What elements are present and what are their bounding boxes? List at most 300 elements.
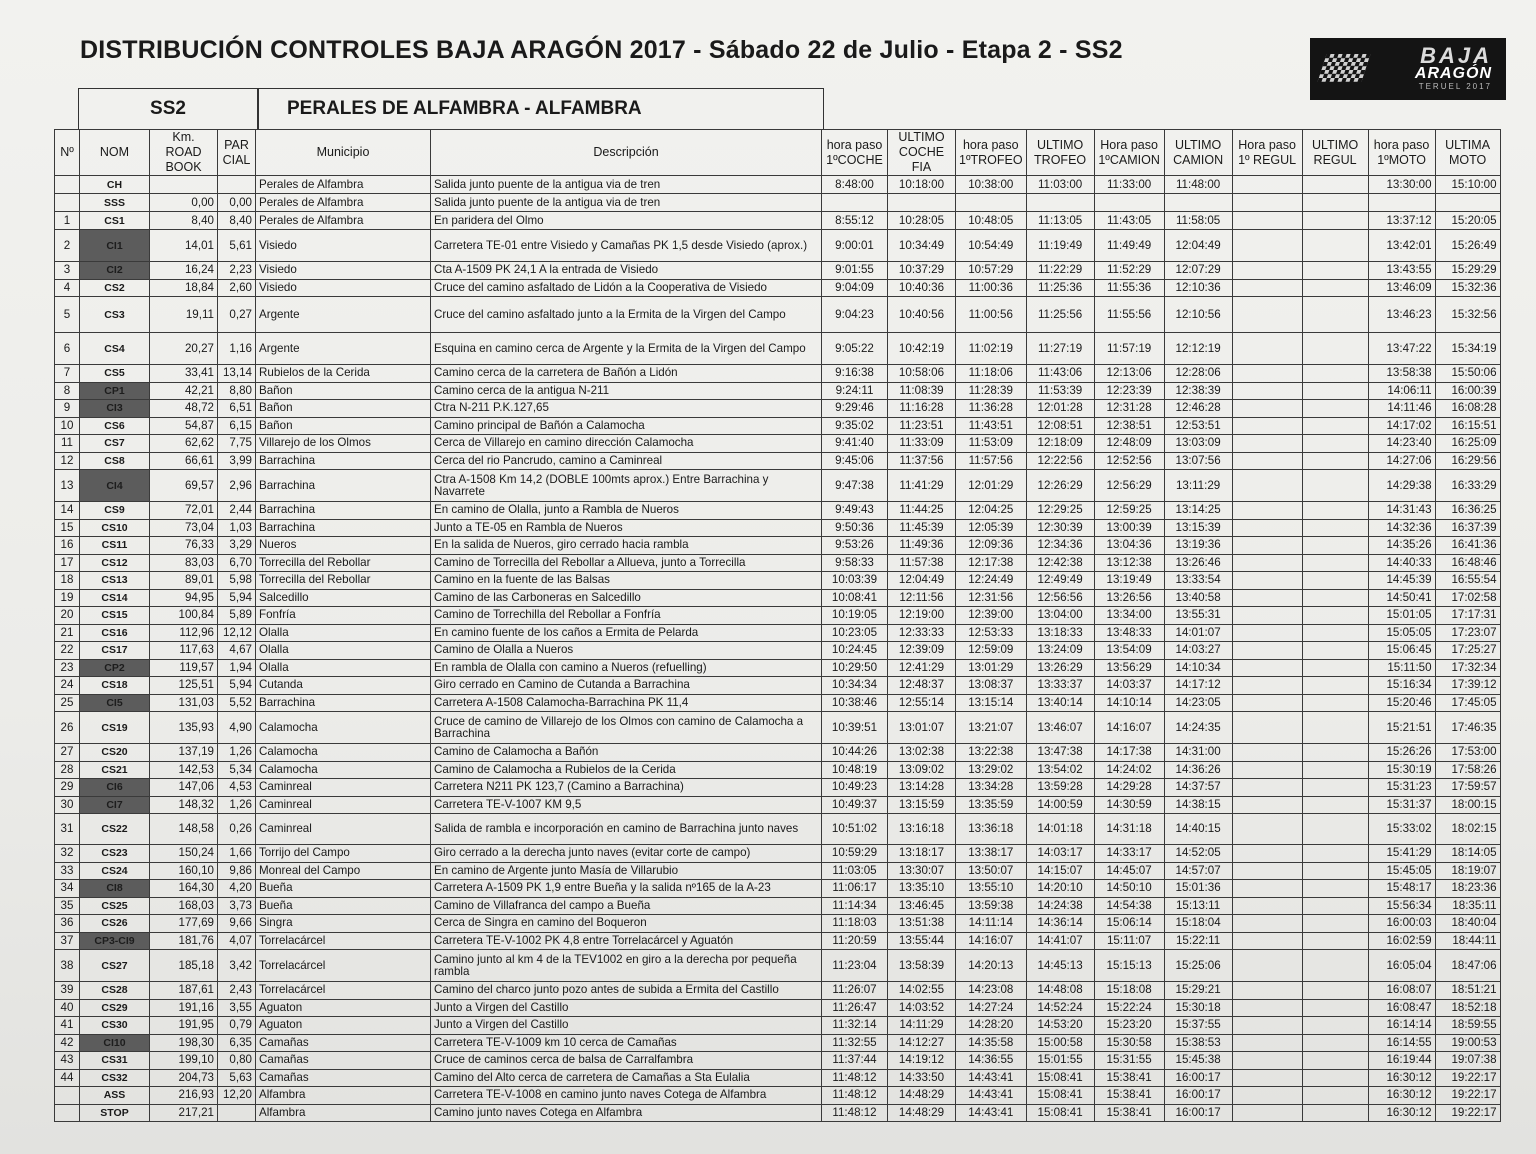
cell-time: 11:32:14 — [822, 1017, 888, 1035]
table-row — [55, 1104, 1501, 1122]
cell-parcial: 1,16 — [218, 333, 256, 365]
cell-time: 11:57:19 — [1094, 333, 1164, 365]
cell-descripcion: Camino junto al km 4 de la TEV1002 en giro a la derecha por pequeña rambla — [431, 950, 822, 982]
table-row — [55, 452, 1501, 470]
cell-time: 15:08:41 — [1026, 1087, 1094, 1105]
cell-descripcion: Camino cerca de la antigua N-211 — [431, 382, 822, 400]
cell-km-roadbook: 73,04 — [150, 519, 218, 537]
cell-parcial: 0,27 — [218, 297, 256, 333]
cell-time: 13:14:28 — [888, 779, 956, 797]
cell-time — [1232, 1034, 1302, 1052]
cell-parcial: 6,15 — [218, 417, 256, 435]
cell-descripcion: Camino de Calamocha a Bañón — [431, 744, 822, 762]
cell-time: 11:25:56 — [1026, 297, 1094, 333]
cell-descripcion: Carretera N211 PK 123,7 (Camino a Barrachina) — [431, 779, 822, 797]
cell-time: 16:14:14 — [1368, 1017, 1435, 1035]
cell-time: 11:55:36 — [1094, 279, 1164, 297]
table-row — [55, 519, 1501, 537]
cell-time: 15:10:00 — [1435, 176, 1500, 194]
cell-time: 11:14:34 — [822, 897, 888, 915]
cell-time: 14:27:06 — [1368, 452, 1435, 470]
cell-descripcion: Camino de Torrecilla del Rebollar a Allueva, junto a Torrecilla — [431, 554, 822, 572]
cell-descripcion: Camino del Alto cerca de carretera de Camañas a Sta Eulalia — [431, 1069, 822, 1087]
cell-time: 13:29:02 — [956, 761, 1027, 779]
cell-number: 19 — [55, 589, 80, 607]
cell-time: 12:22:56 — [1026, 452, 1094, 470]
cell-time: 11:43:51 — [956, 417, 1027, 435]
cell-time: 11:52:29 — [1094, 262, 1164, 280]
cell-time — [1232, 212, 1302, 230]
table-header-row — [55, 130, 1501, 176]
cell-time — [1232, 880, 1302, 898]
cell-municipio: Camañas — [256, 1069, 431, 1087]
cell-parcial: 13,14 — [218, 365, 256, 383]
cell-km-roadbook: 48,72 — [150, 400, 218, 418]
cell-number: 30 — [55, 796, 80, 814]
cell-municipio: Perales de Alfambra — [256, 212, 431, 230]
cell-km-roadbook: 204,73 — [150, 1069, 218, 1087]
cell-control-code: CS7 — [80, 435, 150, 453]
cell-time: 14:54:38 — [1094, 897, 1164, 915]
cell-time: 18:35:11 — [1435, 897, 1500, 915]
cell-time: 14:36:26 — [1164, 761, 1232, 779]
cell-time: 14:41:07 — [1026, 932, 1094, 950]
page-title: DISTRIBUCIÓN CONTROLES BAJA ARAGÓN 2017 - Sábado 22 de Julio - Etapa 2 - SS2 — [80, 36, 1123, 64]
cell-descripcion: Camino cerca de la carretera de Bañón a Lidón — [431, 365, 822, 383]
cell-time: 11:28:39 — [956, 382, 1027, 400]
cell-km-roadbook: 20,27 — [150, 333, 218, 365]
cell-time: 12:12:19 — [1164, 333, 1232, 365]
cell-time: 11:49:49 — [1094, 230, 1164, 262]
cell-time — [1232, 572, 1302, 590]
cell-parcial: 5,94 — [218, 677, 256, 695]
cell-time: 19:22:17 — [1435, 1104, 1500, 1122]
cell-descripcion: Carretera TE-V-1007 KM 9,5 — [431, 796, 822, 814]
col-nom: NOM — [80, 130, 150, 176]
cell-time: 14:52:24 — [1026, 999, 1094, 1017]
cell-time: 12:17:38 — [956, 554, 1027, 572]
cell-time: 13:00:39 — [1094, 519, 1164, 537]
cell-descripcion: Carretera TE-01 entre Visiedo y Camañas PK 1,5 desde Visiedo (aprox.) — [431, 230, 822, 262]
cell-km-roadbook: 199,10 — [150, 1052, 218, 1070]
cell-time: 13:42:01 — [1368, 230, 1435, 262]
cell-time: 9:49:43 — [822, 502, 888, 520]
cell-parcial: 4,53 — [218, 779, 256, 797]
cell-km-roadbook: 54,87 — [150, 417, 218, 435]
cell-time: 13:15:59 — [888, 796, 956, 814]
cell-number: 34 — [55, 880, 80, 898]
cell-municipio: Torrecilla del Rebollar — [256, 572, 431, 590]
cell-descripcion: Ctra A-1508 Km 14,2 (DOBLE 100mts aprox.) Entre Barrachina y Navarrete — [431, 470, 822, 502]
cell-time: 14:16:07 — [1094, 712, 1164, 744]
cell-time: 12:24:49 — [956, 572, 1027, 590]
cell-time: 10:23:05 — [822, 624, 888, 642]
cell-time: 17:32:34 — [1435, 659, 1500, 677]
cell-number: 20 — [55, 607, 80, 625]
cell-km-roadbook: 76,33 — [150, 537, 218, 555]
cell-time: 11:03:00 — [1026, 176, 1094, 194]
cell-time: 15:18:04 — [1164, 915, 1232, 933]
cell-time: 13:26:46 — [1164, 554, 1232, 572]
cell-time: 14:17:02 — [1368, 417, 1435, 435]
cell-time — [1302, 297, 1368, 333]
table-row — [55, 694, 1501, 712]
cell-km-roadbook: 100,84 — [150, 607, 218, 625]
cell-km-roadbook: 150,24 — [150, 845, 218, 863]
cell-time: 13:16:18 — [888, 814, 956, 845]
cell-number: 5 — [55, 297, 80, 333]
cell-number: 32 — [55, 845, 80, 863]
cell-time: 14:33:50 — [888, 1069, 956, 1087]
table-row — [55, 932, 1501, 950]
cell-number: 9 — [55, 400, 80, 418]
cell-number: 40 — [55, 999, 80, 1017]
cell-time — [1232, 744, 1302, 762]
cell-time — [1302, 382, 1368, 400]
cell-control-code: CS1 — [80, 212, 150, 230]
cell-time — [1232, 845, 1302, 863]
cell-time — [1368, 194, 1435, 212]
cell-descripcion: Salida junto puente de la antigua via de tren — [431, 176, 822, 194]
cell-number: 15 — [55, 519, 80, 537]
cell-time: 16:00:17 — [1164, 1104, 1232, 1122]
cell-number: 36 — [55, 915, 80, 933]
cell-time: 13:11:29 — [1164, 470, 1232, 502]
cell-time: 13:04:36 — [1094, 537, 1164, 555]
cell-time: 11:57:38 — [888, 554, 956, 572]
cell-control-code: CS14 — [80, 589, 150, 607]
cell-parcial: 9,66 — [218, 915, 256, 933]
cell-time: 12:42:38 — [1026, 554, 1094, 572]
cell-time: 11:23:51 — [888, 417, 956, 435]
cell-time: 9:16:38 — [822, 365, 888, 383]
cell-time: 11:53:39 — [1026, 382, 1094, 400]
col-t6: ULTIMO CAMION — [1164, 130, 1232, 176]
cell-descripcion: Carretera TE-V-1002 PK 4,8 entre Torrelacárcel y Aguatón — [431, 932, 822, 950]
cell-time: 12:11:56 — [888, 589, 956, 607]
cell-municipio: Visiedo — [256, 262, 431, 280]
cell-km-roadbook: 16,24 — [150, 262, 218, 280]
cell-parcial: 4,20 — [218, 880, 256, 898]
cell-parcial: 0,00 — [218, 194, 256, 212]
table-row — [55, 744, 1501, 762]
cell-time — [1302, 230, 1368, 262]
cell-descripcion: En camino de Olalla, junto a Rambla de Nueros — [431, 502, 822, 520]
cell-time: 10:03:39 — [822, 572, 888, 590]
cell-control-code: SSS — [80, 194, 150, 212]
table-row — [55, 862, 1501, 880]
col-t3: hora paso 1ºTROFEO — [956, 130, 1027, 176]
table-row — [55, 365, 1501, 383]
cell-km-roadbook: 8,40 — [150, 212, 218, 230]
cell-time — [1232, 589, 1302, 607]
cell-time: 9:53:26 — [822, 537, 888, 555]
cell-time — [1302, 607, 1368, 625]
cell-time — [1232, 554, 1302, 572]
cell-municipio: Calamocha — [256, 761, 431, 779]
cell-time: 14:53:20 — [1026, 1017, 1094, 1035]
cell-time: 13:30:00 — [1368, 176, 1435, 194]
cell-km-roadbook: 148,32 — [150, 796, 218, 814]
cell-time: 16:14:55 — [1368, 1034, 1435, 1052]
cell-number: 23 — [55, 659, 80, 677]
cell-time: 12:13:06 — [1094, 365, 1164, 383]
cell-time: 12:19:00 — [888, 607, 956, 625]
cell-parcial: 3,99 — [218, 452, 256, 470]
cell-time: 12:31:28 — [1094, 400, 1164, 418]
cell-time: 15:11:07 — [1094, 932, 1164, 950]
cell-time: 13:54:02 — [1026, 761, 1094, 779]
cell-time: 14:27:24 — [956, 999, 1027, 1017]
cell-municipio: Salcedillo — [256, 589, 431, 607]
cell-time: 19:22:17 — [1435, 1069, 1500, 1087]
cell-km-roadbook: 160,10 — [150, 862, 218, 880]
cell-time: 12:48:37 — [888, 677, 956, 695]
cell-time: 11:45:39 — [888, 519, 956, 537]
cell-control-code: ASS — [80, 1087, 150, 1105]
cell-time: 14:01:07 — [1164, 624, 1232, 642]
cell-control-code: CP2 — [80, 659, 150, 677]
cell-time: 14:29:28 — [1094, 779, 1164, 797]
cell-time — [1232, 712, 1302, 744]
cell-descripcion: Camino de Olalla a Nueros — [431, 642, 822, 660]
cell-km-roadbook: 137,19 — [150, 744, 218, 762]
cell-km-roadbook: 185,18 — [150, 950, 218, 982]
cell-municipio: Singra — [256, 915, 431, 933]
cell-time — [1232, 400, 1302, 418]
cell-control-code: CS16 — [80, 624, 150, 642]
cell-parcial: 4,07 — [218, 932, 256, 950]
cell-time: 10:29:50 — [822, 659, 888, 677]
cell-control-code: CS24 — [80, 862, 150, 880]
cell-time: 13:46:07 — [1026, 712, 1094, 744]
cell-time: 17:39:12 — [1435, 677, 1500, 695]
cell-descripcion: Cruce del camino asfaltado junto a la Ermita de la Virgen del Campo — [431, 297, 822, 333]
cell-km-roadbook: 168,03 — [150, 897, 218, 915]
cell-time — [1302, 779, 1368, 797]
cell-municipio: Camañas — [256, 1052, 431, 1070]
cell-time: 11:16:28 — [888, 400, 956, 418]
cell-municipio: Nueros — [256, 537, 431, 555]
cell-time: 15:23:20 — [1094, 1017, 1164, 1035]
cell-km-roadbook: 62,62 — [150, 435, 218, 453]
cell-control-code: CP1 — [80, 382, 150, 400]
cell-time: 14:40:33 — [1368, 554, 1435, 572]
cell-time: 11:53:09 — [956, 435, 1027, 453]
cell-time: 15:48:17 — [1368, 880, 1435, 898]
cell-parcial: 2,23 — [218, 262, 256, 280]
cell-parcial: 2,44 — [218, 502, 256, 520]
cell-time: 14:30:59 — [1094, 796, 1164, 814]
cell-descripcion: Salida junto puente de la antigua via de tren — [431, 194, 822, 212]
cell-time: 13:51:38 — [888, 915, 956, 933]
cell-time: 13:15:14 — [956, 694, 1027, 712]
cell-time: 17:59:57 — [1435, 779, 1500, 797]
cell-descripcion: Camino de Calamocha a Rubielos de la Cerida — [431, 761, 822, 779]
cell-time: 12:01:29 — [956, 470, 1027, 502]
cell-time: 13:38:17 — [956, 845, 1027, 863]
table-row — [55, 659, 1501, 677]
cell-time — [1232, 932, 1302, 950]
cell-time: 14:50:41 — [1368, 589, 1435, 607]
cell-time: 11:02:19 — [956, 333, 1027, 365]
cell-control-code: CS5 — [80, 365, 150, 383]
cell-time: 15:25:06 — [1164, 950, 1232, 982]
cell-km-roadbook: 117,63 — [150, 642, 218, 660]
table-row — [55, 779, 1501, 797]
cell-municipio: Fonfría — [256, 607, 431, 625]
cell-descripcion: En rambla de Olalla con camino a Nueros (refuelling) — [431, 659, 822, 677]
cell-descripcion: Junto a Virgen del Castillo — [431, 1017, 822, 1035]
cell-time — [1302, 470, 1368, 502]
cell-parcial: 6,70 — [218, 554, 256, 572]
cell-time: 18:51:21 — [1435, 982, 1500, 1000]
cell-km-roadbook: 19,11 — [150, 297, 218, 333]
cell-time: 16:30:12 — [1368, 1087, 1435, 1105]
cell-descripcion: Cruce de camino de Villarejo de los Olmos con camino de Calamocha a Barrachina — [431, 712, 822, 744]
cell-time: 12:39:09 — [888, 642, 956, 660]
cell-number: 31 — [55, 814, 80, 845]
cell-time: 10:48:05 — [956, 212, 1027, 230]
cell-time: 13:26:56 — [1094, 589, 1164, 607]
cell-municipio: Bueña — [256, 880, 431, 898]
cell-number: 11 — [55, 435, 80, 453]
cell-time: 15:18:08 — [1094, 982, 1164, 1000]
col-t2: ULTIMO COCHE FIA — [888, 130, 956, 176]
cell-parcial: 5,94 — [218, 589, 256, 607]
cell-control-code: CS23 — [80, 845, 150, 863]
cell-number: 42 — [55, 1034, 80, 1052]
cell-time — [1302, 452, 1368, 470]
cell-time — [1232, 761, 1302, 779]
cell-time — [1302, 262, 1368, 280]
cell-km-roadbook: 187,61 — [150, 982, 218, 1000]
cell-time: 14:24:38 — [1026, 897, 1094, 915]
cell-descripcion: Salida de rambla e incorporación en camino de Barrachina junto naves — [431, 814, 822, 845]
cell-time: 14:45:07 — [1094, 862, 1164, 880]
cell-time: 18:52:18 — [1435, 999, 1500, 1017]
cell-municipio: Torrelacárcel — [256, 932, 431, 950]
table-row — [55, 845, 1501, 863]
cell-time: 15:30:19 — [1368, 761, 1435, 779]
table-row — [55, 297, 1501, 333]
cell-time: 19:07:38 — [1435, 1052, 1500, 1070]
col-km: Km. ROAD BOOK — [150, 130, 218, 176]
logo-line-2: ARAGÓN — [1414, 65, 1492, 82]
cell-km-roadbook: 119,57 — [150, 659, 218, 677]
cell-descripcion: Giro cerrado a la derecha junto naves (evitar corte de campo) — [431, 845, 822, 863]
cell-descripcion: Camino en la fuente de las Balsas — [431, 572, 822, 590]
cell-time: 12:18:09 — [1026, 435, 1094, 453]
col-t4: ULTIMO TROFEO — [1026, 130, 1094, 176]
cell-time: 14:16:07 — [956, 932, 1027, 950]
cell-km-roadbook: 83,03 — [150, 554, 218, 572]
cell-time: 12:10:36 — [1164, 279, 1232, 297]
cell-time — [1302, 1069, 1368, 1087]
cell-time: 13:01:07 — [888, 712, 956, 744]
cell-time: 15:29:21 — [1164, 982, 1232, 1000]
cell-time: 14:11:14 — [956, 915, 1027, 933]
cell-km-roadbook: 69,57 — [150, 470, 218, 502]
table-row — [55, 1087, 1501, 1105]
cell-municipio: Calamocha — [256, 744, 431, 762]
cell-time: 14:19:12 — [888, 1052, 956, 1070]
cell-time — [1232, 642, 1302, 660]
cell-descripcion: Esquina en camino cerca de Argente y la Ermita de la Virgen del Campo — [431, 333, 822, 365]
cell-time — [1232, 897, 1302, 915]
cell-time — [1302, 814, 1368, 845]
cell-time: 15:08:41 — [1026, 1104, 1094, 1122]
cell-time: 14:23:05 — [1164, 694, 1232, 712]
cell-time: 15:56:34 — [1368, 897, 1435, 915]
cell-time: 11:55:56 — [1094, 297, 1164, 333]
cell-descripcion: Carretera A-1509 PK 1,9 entre Bueña y la salida nº165 de la A-23 — [431, 880, 822, 898]
cell-time: 14:40:15 — [1164, 814, 1232, 845]
cell-time — [1232, 452, 1302, 470]
cell-km-roadbook: 14,01 — [150, 230, 218, 262]
cell-control-code: CH — [80, 176, 150, 194]
cell-time: 14:35:58 — [956, 1034, 1027, 1052]
cell-time: 14:11:29 — [888, 1017, 956, 1035]
col-t8: ULTIMO REGUL — [1302, 130, 1368, 176]
cell-municipio: Barrachina — [256, 519, 431, 537]
cell-control-code: CS13 — [80, 572, 150, 590]
cell-time: 15:15:13 — [1094, 950, 1164, 982]
table-row — [55, 677, 1501, 695]
table-row — [55, 999, 1501, 1017]
cell-time: 11:41:29 — [888, 470, 956, 502]
cell-municipio: Alfambra — [256, 1104, 431, 1122]
cell-control-code: CS27 — [80, 950, 150, 982]
cell-time: 9:50:36 — [822, 519, 888, 537]
cell-time: 15:06:14 — [1094, 915, 1164, 933]
cell-time: 13:02:38 — [888, 744, 956, 762]
cell-time: 14:43:41 — [956, 1104, 1027, 1122]
cell-control-code: CS3 — [80, 297, 150, 333]
cell-time: 14:50:10 — [1094, 880, 1164, 898]
cell-time: 14:12:27 — [888, 1034, 956, 1052]
cell-time — [1302, 712, 1368, 744]
cell-municipio: Torrelacárcel — [256, 982, 431, 1000]
cell-parcial — [218, 1104, 256, 1122]
cell-km-roadbook: 72,01 — [150, 502, 218, 520]
cell-time — [1302, 624, 1368, 642]
cell-number: 43 — [55, 1052, 80, 1070]
cell-time: 16:00:17 — [1164, 1069, 1232, 1087]
cell-number: 38 — [55, 950, 80, 982]
cell-time: 10:37:29 — [888, 262, 956, 280]
cell-time: 10:54:49 — [956, 230, 1027, 262]
cell-control-code: CI3 — [80, 400, 150, 418]
cell-time: 19:22:17 — [1435, 1087, 1500, 1105]
cell-time: 12:41:29 — [888, 659, 956, 677]
cell-time — [1232, 470, 1302, 502]
cell-number: 13 — [55, 470, 80, 502]
cell-parcial: 1,26 — [218, 744, 256, 762]
cell-descripcion: Cruce de caminos cerca de balsa de Carralfambra — [431, 1052, 822, 1070]
cell-time: 15:30:18 — [1164, 999, 1232, 1017]
cell-time: 10:57:29 — [956, 262, 1027, 280]
cell-parcial: 0,79 — [218, 1017, 256, 1035]
cell-time: 15:34:19 — [1435, 333, 1500, 365]
cell-time: 11:19:49 — [1026, 230, 1094, 262]
cell-time — [1302, 1052, 1368, 1070]
cell-time: 13:59:28 — [1026, 779, 1094, 797]
cell-time: 11:00:36 — [956, 279, 1027, 297]
cell-descripcion: Camino principal de Bañón a Calamocha — [431, 417, 822, 435]
cell-time: 13:46:23 — [1368, 297, 1435, 333]
cell-time: 11:37:56 — [888, 452, 956, 470]
